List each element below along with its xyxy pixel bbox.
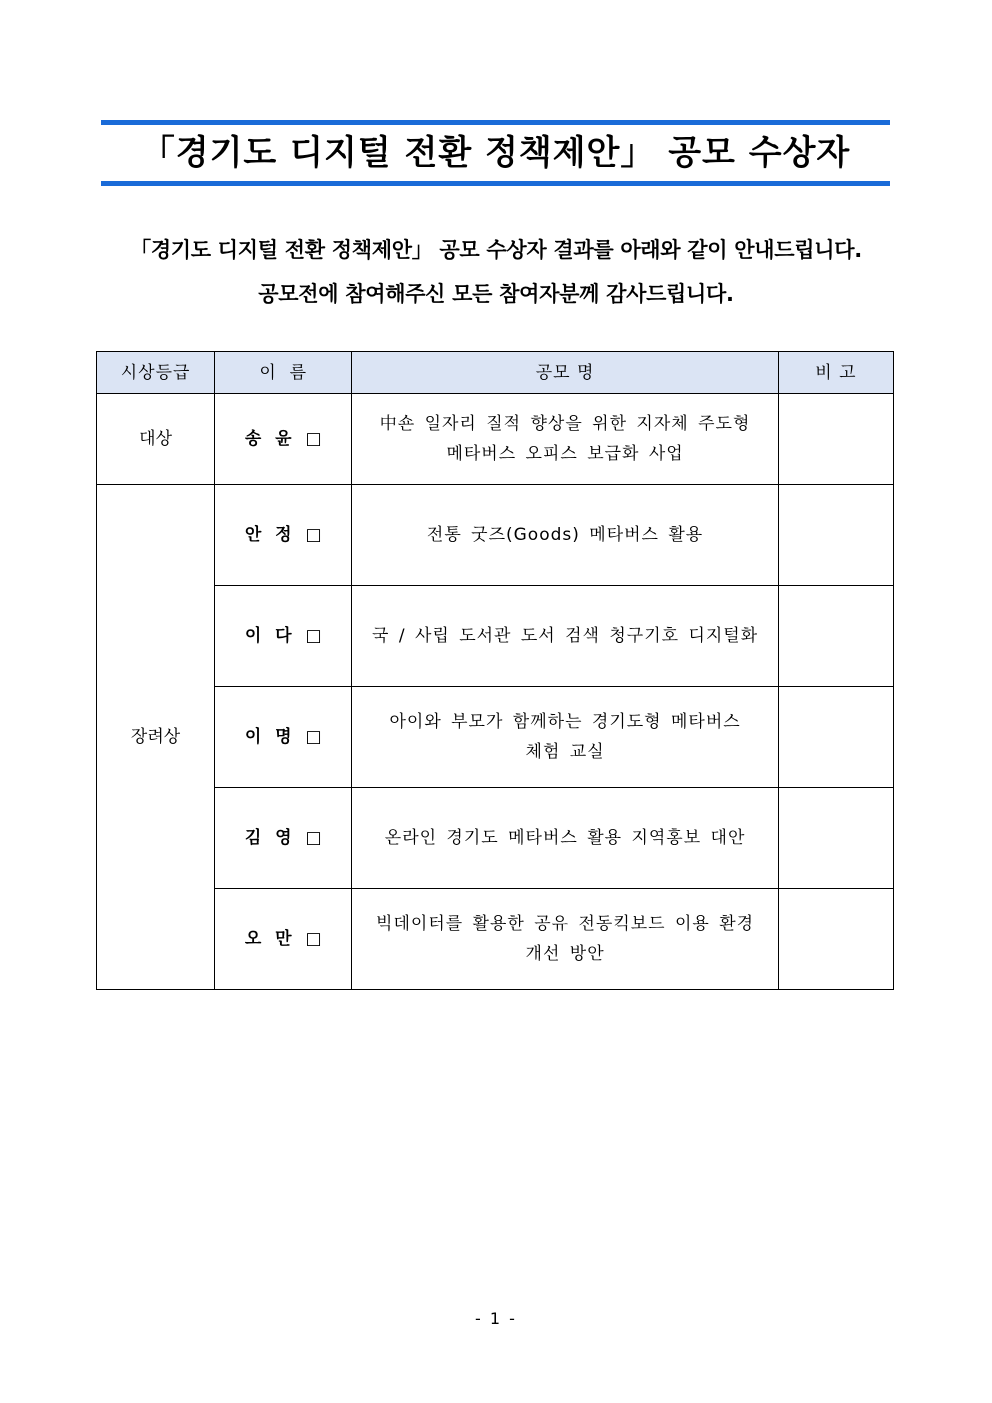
header-note: 비 고 (778, 352, 893, 394)
table-row (97, 889, 894, 990)
masked-name-box: □ (305, 626, 322, 646)
winner-name: 이 명 (244, 727, 296, 747)
note-cell (778, 889, 893, 990)
header-name: 이 름 (215, 352, 352, 394)
grade-cell: 장려상 (97, 485, 215, 990)
table-row (97, 485, 894, 586)
note-cell (778, 788, 893, 889)
proposal-title-line: 메타버스 오피스 보급화 사업 (446, 444, 684, 464)
awards-table (96, 351, 894, 990)
page-title: 「경기도 디지털 전환 정책제안」 공모 수상자 (140, 133, 851, 173)
table-header-row (97, 352, 894, 394)
winner-name: 오 만 (244, 929, 296, 949)
proposal-title-line: 中숀 일자리 질적 향상을 위한 지자체 주도형 (379, 414, 751, 434)
proposal-title-line: 국 / 사립 도서관 도서 검색 청구기호 디지털화 (372, 626, 759, 646)
masked-name-box: □ (305, 429, 322, 449)
note-cell (778, 394, 893, 485)
proposal-title-cell (352, 889, 779, 990)
proposal-title-cell (352, 788, 779, 889)
masked-name-box: □ (305, 929, 322, 949)
winner-name: 이 다 (244, 626, 296, 646)
note-cell (778, 586, 893, 687)
page-number: - 1 - (475, 1309, 517, 1328)
proposal-title-line: 개선 방안 (525, 944, 605, 964)
name-cell (215, 788, 352, 889)
proposal-title-cell (352, 586, 779, 687)
proposal-title-line: 체험 교실 (525, 742, 605, 762)
intro-line-1: 「경기도 디지털 전환 정책제안」 공모 수상자 결과를 아래와 같이 안내드립니다. (130, 238, 862, 262)
masked-name-box: □ (305, 727, 322, 747)
winner-name: 안 정 (244, 525, 296, 545)
table-row (97, 394, 894, 485)
title-top-rule (101, 120, 890, 125)
proposal-title-line: 빅데이터를 활용한 공유 전동킥보드 이용 환경 (376, 914, 755, 934)
name-cell (215, 586, 352, 687)
title-bottom-rule (101, 181, 890, 186)
intro-line-2: 공모전에 참여해주신 모든 참여자분께 감사드립니다. (258, 282, 734, 306)
winner-name: 송 윤 (244, 429, 296, 449)
table-row (97, 687, 894, 788)
proposal-title-cell (352, 394, 779, 485)
header-grade: 시상등급 (97, 352, 215, 394)
proposal-title-line: 아이와 부모가 함께하는 경기도형 메타버스 (389, 712, 741, 732)
name-cell (215, 394, 352, 485)
winner-name: 김 영 (244, 828, 296, 848)
proposal-title-cell (352, 485, 779, 586)
table-row (97, 788, 894, 889)
title-block (101, 120, 890, 186)
masked-name-box: □ (305, 828, 322, 848)
header-title: 공모 명 (352, 352, 779, 394)
note-cell (778, 485, 893, 586)
table-row (97, 586, 894, 687)
proposal-title-line: 온라인 경기도 메타버스 활용 지역홍보 대안 (384, 828, 746, 848)
grade-cell: 대상 (97, 394, 215, 485)
proposal-title-cell (352, 687, 779, 788)
masked-name-box: □ (305, 525, 322, 545)
name-cell (215, 485, 352, 586)
name-cell (215, 687, 352, 788)
proposal-title-line: 전통 굿즈(Goods) 메타버스 활용 (426, 525, 704, 545)
name-cell (215, 889, 352, 990)
note-cell (778, 687, 893, 788)
intro-text (80, 228, 912, 316)
